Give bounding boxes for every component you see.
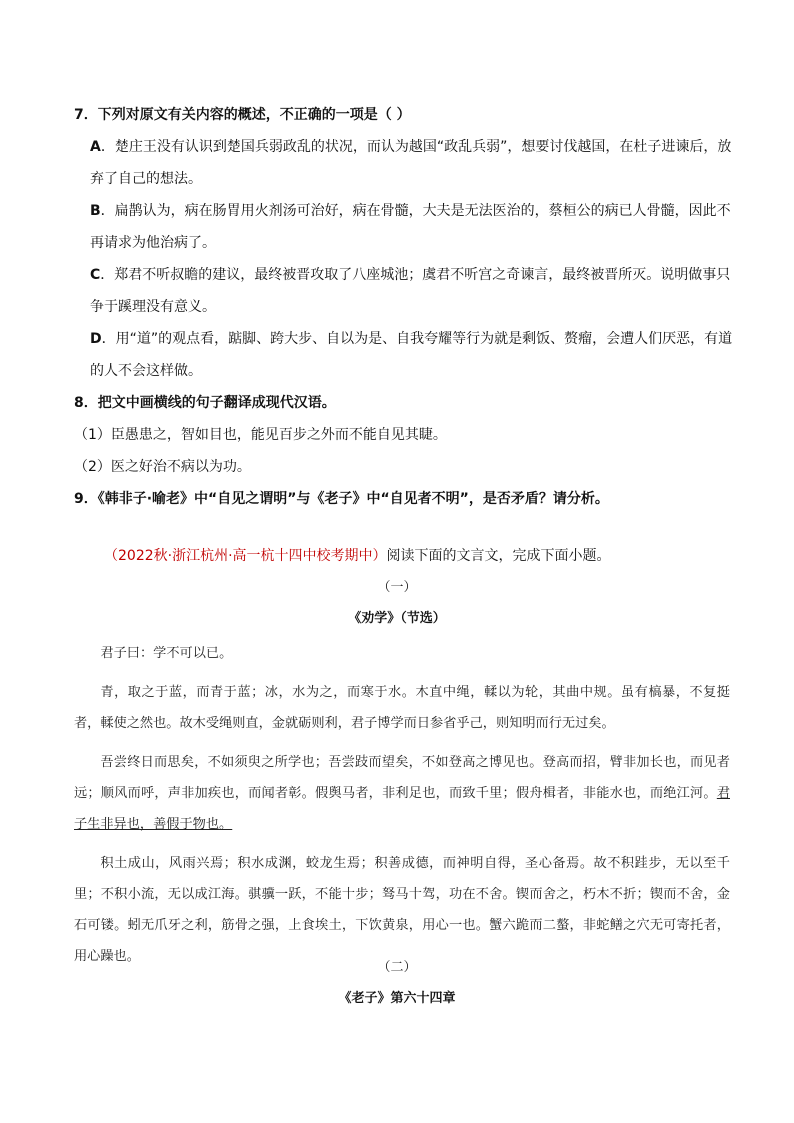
passage-paragraph: 君子曰：学不可以已。 — [100, 646, 233, 661]
option-letter: B — [90, 203, 101, 219]
part-2-label: （二） — [377, 960, 417, 975]
option-text: ．郑君不听叔瞻的建议，最终被晋攻取了八座城池；虞君不听宫之奇谏言，最终被晋所灭。说明做事只争于蹊理没有意义。 — [90, 267, 731, 315]
part-1-title: 《劝学》（节选） — [348, 611, 446, 626]
questions — [74, 99, 734, 515]
option-letter: D — [90, 331, 102, 347]
part-2-title: 《老子》第六十四章 — [338, 991, 456, 1006]
question-9-stem: 9．《韩非子·喻老》中“自见之谓明”与《老子》中“自见者不明”，是否矛盾？请分析。 — [74, 491, 609, 507]
question-7-option-a — [90, 131, 734, 195]
option-text: ．楚庄王没有认识到楚国兵弱政乱的状况，而认为越国“政乱兵弱”，想要讨伐越国，在杜子进谏后，放弃了自己的想法。 — [90, 139, 732, 187]
passage-body — [74, 638, 730, 980]
source-label: （2022秋·浙江杭州·高一杭十四中校考期中） — [104, 548, 387, 564]
section-instruction: 阅读下面的文言文，完成下面小题。 — [386, 548, 611, 564]
part-1-label: （一） — [377, 580, 417, 595]
passage-paragraph: 积土成山，风雨兴焉；积水成渊，蛟龙生焉；积善成德，而神明自得，圣心备焉。故不积跬步，无以至千里；不积小流，无以成江海。骐骥一跃，不能十步；驽马十驾，功在不舍。锲而舍之，朽木不折；锲而不舍，金石可镂。蚓无爪牙之利，筋骨之强，上食埃土，下饮黄泉，用心一也。蟹六跪而二螯，非蛇鳝之穴无可寄托者，用心躁也。 — [74, 856, 730, 964]
question-8-item-1: （1）臣愚患之，智如目也，能见百步之外而不能自见其睫。 — [74, 427, 447, 443]
passage-paragraph: 青，取之于蓝，而青于蓝；冰，水为之，而寒于水。木直中绳，輮以为轮，其曲中规。虽有槁暴，不复挺者，輮使之然也。故木受绳则直，金就砺则利，君子博学而日参省乎己，则知明而行无过矣。 — [74, 685, 730, 731]
question-7-option-d — [90, 323, 734, 387]
underlined-sentence: 君子生非异也，善假于物也。 — [74, 786, 730, 832]
option-letter: A — [90, 139, 101, 155]
passage-paragraph — [74, 747, 730, 840]
question-7-option-c — [90, 259, 734, 323]
question-7-stem: 7．下列对原文有关内容的概述，不正确的一项是（ ） — [74, 107, 411, 123]
question-7-option-b — [90, 195, 734, 259]
paragraph-text: 吾尝终日而思矣，不如须臾之所学也；吾尝跂而望矣，不如登高之博见也。登高而招，臂非加长也，而见者远；顺风而呼，声非加疾也，而闻者彰。假舆马者，非利足也，而致千里；假舟楫者，非能水也，而绝江河。 — [74, 755, 730, 801]
question-8-stem: 8．把文中画横线的句子翻译成现代汉语。 — [74, 395, 336, 411]
option-text: ．用“道”的观点看，踮脚、跨大步、自以为是、自我夸耀等行为就是剩饭、赘瘤，会遭人们厌恶，有道的人不会这样做。 — [90, 331, 733, 379]
section-heading — [104, 544, 744, 568]
question-8-item-2: （2）医之好治不病以为功。 — [74, 459, 251, 475]
option-text: ．扁鹊认为，病在肠胃用火剂汤可治好，病在骨髓，大夫是无法医治的，蔡桓公的病已人骨髓，因此不再请求为他治病了。 — [90, 203, 731, 251]
option-letter: C — [90, 267, 101, 283]
